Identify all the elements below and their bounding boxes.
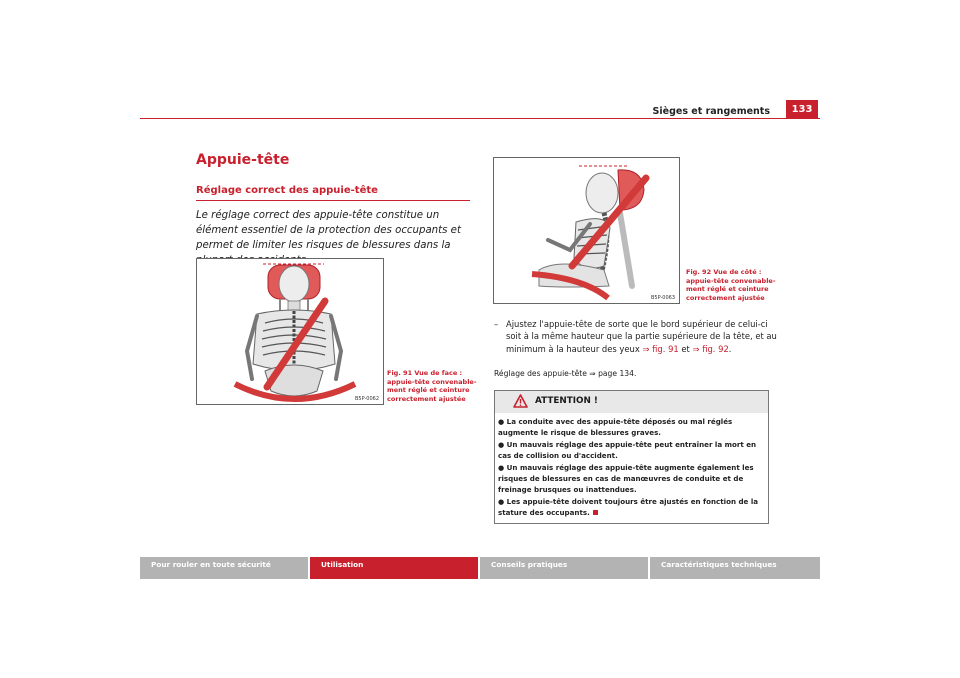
footer-tab-conseils[interactable]: Conseils pratiques [480, 557, 648, 579]
intro-paragraph: Le réglage correct des appuie-tête constitue un élément essentiel de la protection des occupants et permet de limiter les risques de blessures dans la [196, 210, 461, 251]
subtitle-rule [196, 200, 470, 201]
warning-box [494, 390, 769, 524]
warning-item-text: Un mauvais réglage des appuie-tête augmente également les risques de blessures en cas de manœuvres de conduite et de freinage brusques ou inattendues. [498, 463, 754, 494]
figure-92-caption [686, 268, 776, 302]
header-rule [140, 118, 820, 119]
warning-title: ATTENTION ! [535, 396, 598, 406]
warning-item-text: Les appuie-tête doivent toujours être ajustés en fonction de la stature des occupants. [498, 497, 759, 517]
step-dash: – [494, 319, 499, 329]
footer-tab-securite[interactable]: Pour rouler en toute sécurité [140, 557, 308, 579]
figure-code: B5P-0063 [650, 295, 675, 301]
warning-header [495, 391, 768, 413]
section-title: Sièges et rangements [652, 106, 770, 117]
skeleton-front-illustration [197, 259, 383, 404]
step-connector: et [681, 343, 690, 354]
figure-front-view [196, 258, 384, 405]
footer-tab-utilisation[interactable]: Utilisation [310, 557, 478, 579]
caption-line: correctement ajustée [387, 394, 466, 403]
caption-line: ment réglé et ceinture [686, 285, 769, 294]
caption-line: Fig. 91 Vue de face : [387, 369, 463, 377]
skeleton-side-illustration [494, 158, 679, 303]
warning-item-text: La conduite avec des appuie-tête déposés ou mal réglés augmente le risque de blessures graves. [498, 417, 733, 437]
caption-line: Fig. 92 Vue de côté : [686, 268, 762, 276]
section-subtitle: Réglage correct des appuie-tête [196, 185, 378, 196]
fig-92-link[interactable]: ⇒ fig. 92 [692, 343, 729, 354]
warning-item-text: Un mauvais réglage des appuie-tête peut entraîner la mort en cas de collision ou d'accident. [498, 440, 757, 460]
caption-line: ment réglé et ceinture [387, 386, 470, 395]
instruction-step [494, 318, 784, 355]
end-marker-icon [593, 510, 598, 515]
warning-item: ● Les appuie-tête doivent toujours être ajustés en fonction de la stature des occupants. [498, 497, 759, 517]
figure-91-caption [387, 369, 477, 403]
caption-line: correctement ajustée [686, 293, 765, 302]
warning-triangle-icon [513, 394, 528, 408]
page-title: Appuie-tête [196, 152, 290, 168]
figure-code: B5P-0062 [354, 396, 379, 402]
warning-item: ● Un mauvais réglage des appuie-tête peut entraîner la mort en cas de collision ou d'accident. [498, 440, 757, 460]
step-text: Ajustez l'appuie-tête de sorte que le bord supérieur de celui-ci soit à la même hauteur que la partie supérieure de la tête, et au minimum à la hauteur des yeux [506, 319, 777, 354]
figure-side-view [493, 157, 680, 304]
footer-tab-caracteristiques[interactable]: Caractéristiques techniques [650, 557, 820, 579]
step-end: . [728, 343, 732, 354]
page-number: 133 [786, 100, 818, 118]
warning-item: ● Un mauvais réglage des appuie-tête augmente également les risques de blessures en cas de manœuvres de conduite et de freinage brusques ou inattendues. [498, 463, 754, 494]
warning-item: ● La conduite avec des appuie-tête déposés ou mal réglés augmente le risque de blessures graves. [498, 417, 733, 437]
caption-line: appuie-tête convenable- [686, 276, 776, 285]
page-reference[interactable]: Réglage des appuie-tête ⇒ page 134. [494, 369, 637, 378]
fig-91-link[interactable]: ⇒ fig. 91 [642, 343, 679, 354]
caption-line: appuie-tête convenable- [387, 377, 477, 386]
